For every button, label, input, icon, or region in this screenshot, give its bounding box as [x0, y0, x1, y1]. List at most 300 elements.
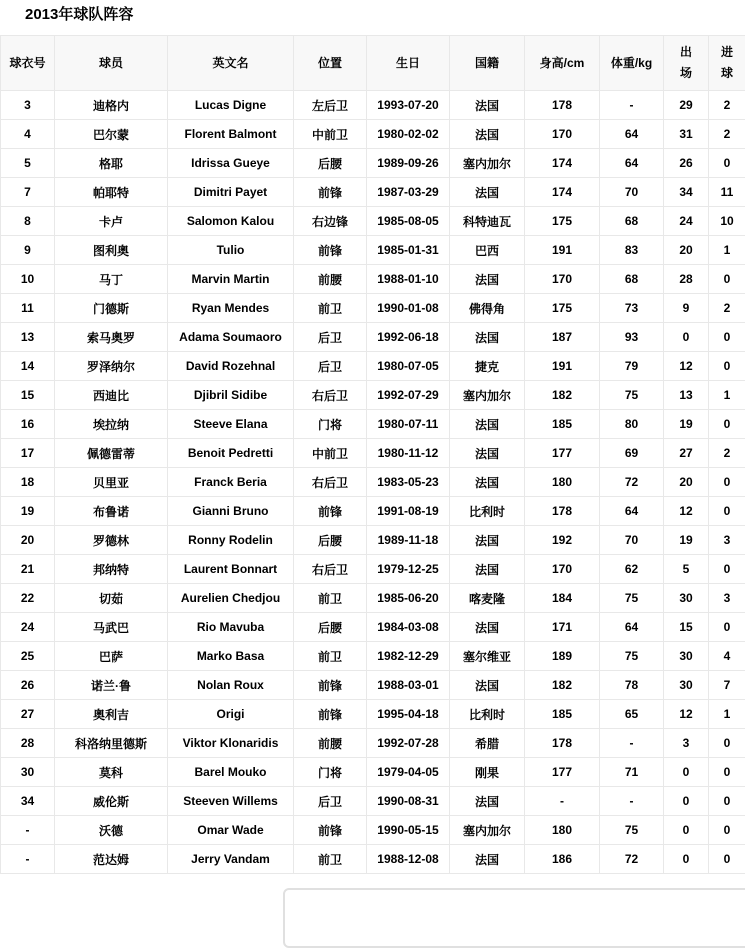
cell-birthday: 1987-03-29 — [367, 178, 450, 207]
col-header-position: 位置 — [294, 36, 367, 91]
cell-position: 门将 — [294, 758, 367, 787]
cell-player: 莫科 — [55, 758, 168, 787]
cell-number: 14 — [1, 352, 55, 381]
table-row — [1, 265, 745, 294]
cell-nationality: 法国 — [450, 526, 525, 555]
cell-birthday: 1988-12-08 — [367, 845, 450, 874]
page-title: 2013年球队阵容 — [25, 3, 133, 24]
cell-number: 17 — [1, 439, 55, 468]
cell-weight: 93 — [600, 323, 664, 352]
cell-nationality: 法国 — [450, 468, 525, 497]
cell-position: 左后卫 — [294, 91, 367, 120]
cell-appearances: 0 — [664, 758, 709, 787]
table-row — [1, 613, 745, 642]
cell-nationality: 刚果 — [450, 758, 525, 787]
cell-appearances: 0 — [664, 816, 709, 845]
cell-nationality: 塞尔维亚 — [450, 642, 525, 671]
cell-appearances: 15 — [664, 613, 709, 642]
cell-player: 卡卢 — [55, 207, 168, 236]
col-header-label: 出场 — [680, 42, 692, 84]
cell-goals: 4 — [709, 642, 745, 671]
cell-height: 185 — [525, 700, 600, 729]
table-row — [1, 439, 745, 468]
cell-appearances: 30 — [664, 642, 709, 671]
table-row — [1, 294, 745, 323]
cell-height: - — [525, 787, 600, 816]
cell-en_name: Origi — [168, 700, 294, 729]
cell-weight: 72 — [600, 468, 664, 497]
cell-player: 切茹 — [55, 584, 168, 613]
cell-en_name: Jerry Vandam — [168, 845, 294, 874]
cell-height: 191 — [525, 352, 600, 381]
cell-height: 177 — [525, 758, 600, 787]
table-row — [1, 526, 745, 555]
cell-nationality: 巴西 — [450, 236, 525, 265]
cell-goals: 3 — [709, 526, 745, 555]
cell-position: 前卫 — [294, 642, 367, 671]
col-header-height: 身高/cm — [525, 36, 600, 91]
cell-appearances: 13 — [664, 381, 709, 410]
cell-player: 佩德雷蒂 — [55, 439, 168, 468]
cell-birthday: 1992-07-28 — [367, 729, 450, 758]
table-row — [1, 845, 745, 874]
cell-appearances: 3 — [664, 729, 709, 758]
cell-number: 8 — [1, 207, 55, 236]
cell-birthday: 1995-04-18 — [367, 700, 450, 729]
cell-position: 右后卫 — [294, 468, 367, 497]
cell-birthday: 1980-07-11 — [367, 410, 450, 439]
cell-position: 中前卫 — [294, 120, 367, 149]
cell-appearances: 20 — [664, 468, 709, 497]
cell-number: - — [1, 816, 55, 845]
col-header-number: 球衣号 — [1, 36, 55, 91]
cell-position: 前腰 — [294, 265, 367, 294]
table-row — [1, 352, 745, 381]
cell-nationality: 法国 — [450, 439, 525, 468]
cell-player: 西迪比 — [55, 381, 168, 410]
cell-position: 后卫 — [294, 323, 367, 352]
cell-nationality: 比利时 — [450, 497, 525, 526]
table-row — [1, 642, 745, 671]
cell-birthday: 1985-08-05 — [367, 207, 450, 236]
cell-goals: 2 — [709, 91, 745, 120]
table-row — [1, 758, 745, 787]
cell-weight: 75 — [600, 381, 664, 410]
cell-appearances: 19 — [664, 526, 709, 555]
cell-weight: 68 — [600, 265, 664, 294]
cell-player: 贝里亚 — [55, 468, 168, 497]
cell-player: 索马奥罗 — [55, 323, 168, 352]
cell-appearances: 0 — [664, 323, 709, 352]
cell-player: 邦纳特 — [55, 555, 168, 584]
cell-en_name: Marvin Martin — [168, 265, 294, 294]
cell-goals: 0 — [709, 555, 745, 584]
cell-appearances: 30 — [664, 584, 709, 613]
roster-table-body — [1, 91, 745, 874]
cell-position: 后卫 — [294, 787, 367, 816]
cell-height: 170 — [525, 555, 600, 584]
cell-number: 9 — [1, 236, 55, 265]
cell-position: 后腰 — [294, 526, 367, 555]
cell-nationality: 比利时 — [450, 700, 525, 729]
cell-birthday: 1993-07-20 — [367, 91, 450, 120]
col-header-appearances — [664, 36, 709, 91]
cell-nationality: 佛得角 — [450, 294, 525, 323]
cell-birthday: 1992-06-18 — [367, 323, 450, 352]
cell-birthday: 1984-03-08 — [367, 613, 450, 642]
table-row — [1, 149, 745, 178]
cell-player: 范达姆 — [55, 845, 168, 874]
cell-height: 182 — [525, 671, 600, 700]
col-header-label: 进球 — [721, 42, 733, 84]
cell-birthday: 1990-08-31 — [367, 787, 450, 816]
cell-en_name: Marko Basa — [168, 642, 294, 671]
cell-position: 后腰 — [294, 149, 367, 178]
cell-position: 前卫 — [294, 294, 367, 323]
cell-appearances: 0 — [664, 787, 709, 816]
cell-number: 28 — [1, 729, 55, 758]
cell-player: 布鲁诺 — [55, 497, 168, 526]
cell-appearances: 28 — [664, 265, 709, 294]
cell-en_name: Ryan Mendes — [168, 294, 294, 323]
cell-birthday: 1990-01-08 — [367, 294, 450, 323]
cell-weight: 68 — [600, 207, 664, 236]
cell-en_name: Gianni Bruno — [168, 497, 294, 526]
col-header-nationality: 国籍 — [450, 36, 525, 91]
cell-height: 170 — [525, 265, 600, 294]
cell-goals: 2 — [709, 294, 745, 323]
table-row — [1, 178, 745, 207]
cell-height: 180 — [525, 816, 600, 845]
cell-appearances: 27 — [664, 439, 709, 468]
cell-en_name: Lucas Digne — [168, 91, 294, 120]
cell-en_name: Tulio — [168, 236, 294, 265]
cell-nationality: 塞内加尔 — [450, 149, 525, 178]
cell-goals: 1 — [709, 236, 745, 265]
cell-position: 后卫 — [294, 352, 367, 381]
cell-nationality: 法国 — [450, 91, 525, 120]
cell-en_name: Dimitri Payet — [168, 178, 294, 207]
cell-goals: 10 — [709, 207, 745, 236]
cell-position: 右边锋 — [294, 207, 367, 236]
cell-weight: 83 — [600, 236, 664, 265]
cell-nationality: 捷克 — [450, 352, 525, 381]
cell-nationality: 法国 — [450, 845, 525, 874]
cell-birthday: 1990-05-15 — [367, 816, 450, 845]
cell-appearances: 12 — [664, 700, 709, 729]
cell-goals: 0 — [709, 468, 745, 497]
cell-goals: 0 — [709, 323, 745, 352]
cell-goals: 0 — [709, 758, 745, 787]
cell-height: 178 — [525, 729, 600, 758]
cell-en_name: Benoit Pedretti — [168, 439, 294, 468]
cell-number: 4 — [1, 120, 55, 149]
cell-player: 威伦斯 — [55, 787, 168, 816]
cell-goals: 3 — [709, 584, 745, 613]
cell-position: 右后卫 — [294, 381, 367, 410]
cell-nationality: 法国 — [450, 410, 525, 439]
cell-number: 16 — [1, 410, 55, 439]
table-row — [1, 91, 745, 120]
cell-weight: 64 — [600, 149, 664, 178]
cell-birthday: 1988-01-10 — [367, 265, 450, 294]
cell-player: 沃德 — [55, 816, 168, 845]
cell-en_name: Salomon Kalou — [168, 207, 294, 236]
cell-weight: 79 — [600, 352, 664, 381]
table-row — [1, 323, 745, 352]
cell-appearances: 29 — [664, 91, 709, 120]
cell-position: 前锋 — [294, 236, 367, 265]
cell-player: 科洛纳里德斯 — [55, 729, 168, 758]
cell-player: 格耶 — [55, 149, 168, 178]
cell-number: 5 — [1, 149, 55, 178]
cell-position: 右后卫 — [294, 555, 367, 584]
col-header-en_name: 英文名 — [168, 36, 294, 91]
cell-number: 22 — [1, 584, 55, 613]
cell-weight: 69 — [600, 439, 664, 468]
header-row — [1, 36, 745, 91]
cell-player: 门德斯 — [55, 294, 168, 323]
cell-height: 174 — [525, 149, 600, 178]
cell-weight: 62 — [600, 555, 664, 584]
cell-player: 巴萨 — [55, 642, 168, 671]
cell-goals: 1 — [709, 700, 745, 729]
cell-birthday: 1979-04-05 — [367, 758, 450, 787]
table-row — [1, 555, 745, 584]
cell-birthday: 1980-07-05 — [367, 352, 450, 381]
cell-nationality: 法国 — [450, 120, 525, 149]
table-row — [1, 207, 745, 236]
cell-en_name: Ronny Rodelin — [168, 526, 294, 555]
cell-position: 前卫 — [294, 845, 367, 874]
table-row — [1, 584, 745, 613]
cell-goals: 7 — [709, 671, 745, 700]
cell-en_name: Adama Soumaoro — [168, 323, 294, 352]
cell-height: 192 — [525, 526, 600, 555]
cell-goals: 0 — [709, 845, 745, 874]
roster-table — [0, 35, 745, 874]
cell-birthday: 1980-02-02 — [367, 120, 450, 149]
cell-weight: 72 — [600, 845, 664, 874]
table-row — [1, 410, 745, 439]
cell-en_name: Omar Wade — [168, 816, 294, 845]
cell-weight: 70 — [600, 178, 664, 207]
cell-nationality: 法国 — [450, 671, 525, 700]
cell-en_name: Aurelien Chedjou — [168, 584, 294, 613]
cell-nationality: 法国 — [450, 787, 525, 816]
cell-height: 175 — [525, 294, 600, 323]
cell-weight: 64 — [600, 120, 664, 149]
col-header-player: 球员 — [55, 36, 168, 91]
cell-height: 186 — [525, 845, 600, 874]
col-header-weight: 体重/kg — [600, 36, 664, 91]
table-row — [1, 671, 745, 700]
cell-weight: 70 — [600, 526, 664, 555]
cell-en_name: David Rozehnal — [168, 352, 294, 381]
cell-birthday: 1989-11-18 — [367, 526, 450, 555]
cell-goals: 0 — [709, 729, 745, 758]
cell-birthday: 1985-06-20 — [367, 584, 450, 613]
cell-position: 前锋 — [294, 700, 367, 729]
cell-player: 罗德林 — [55, 526, 168, 555]
cell-position: 后腰 — [294, 613, 367, 642]
cell-height: 178 — [525, 497, 600, 526]
cell-goals: 0 — [709, 352, 745, 381]
cell-appearances: 34 — [664, 178, 709, 207]
cell-birthday: 1979-12-25 — [367, 555, 450, 584]
cell-goals: 0 — [709, 410, 745, 439]
bottom-panel — [283, 888, 745, 948]
table-row — [1, 729, 745, 758]
cell-birthday: 1991-08-19 — [367, 497, 450, 526]
cell-nationality: 法国 — [450, 323, 525, 352]
cell-weight: - — [600, 729, 664, 758]
cell-en_name: Idrissa Gueye — [168, 149, 294, 178]
cell-player: 罗泽纳尔 — [55, 352, 168, 381]
cell-height: 171 — [525, 613, 600, 642]
cell-birthday: 1989-09-26 — [367, 149, 450, 178]
cell-birthday: 1988-03-01 — [367, 671, 450, 700]
cell-number: 15 — [1, 381, 55, 410]
cell-en_name: Nolan Roux — [168, 671, 294, 700]
cell-nationality: 塞内加尔 — [450, 816, 525, 845]
table-row — [1, 468, 745, 497]
cell-appearances: 24 — [664, 207, 709, 236]
table-row — [1, 816, 745, 845]
cell-goals: 0 — [709, 149, 745, 178]
col-header-goals — [709, 36, 745, 91]
cell-appearances: 9 — [664, 294, 709, 323]
cell-weight: 75 — [600, 584, 664, 613]
cell-en_name: Djibril Sidibe — [168, 381, 294, 410]
cell-number: 3 — [1, 91, 55, 120]
cell-birthday: 1983-05-23 — [367, 468, 450, 497]
cell-goals: 2 — [709, 439, 745, 468]
table-row — [1, 700, 745, 729]
cell-number: 13 — [1, 323, 55, 352]
cell-birthday: 1980-11-12 — [367, 439, 450, 468]
cell-birthday: 1992-07-29 — [367, 381, 450, 410]
cell-number: 26 — [1, 671, 55, 700]
cell-nationality: 法国 — [450, 613, 525, 642]
cell-player: 迪格内 — [55, 91, 168, 120]
cell-number: 21 — [1, 555, 55, 584]
cell-en_name: Steeven Willems — [168, 787, 294, 816]
cell-appearances: 5 — [664, 555, 709, 584]
cell-height: 174 — [525, 178, 600, 207]
cell-en_name: Florent Balmont — [168, 120, 294, 149]
cell-height: 191 — [525, 236, 600, 265]
cell-weight: 75 — [600, 642, 664, 671]
table-row — [1, 787, 745, 816]
cell-player: 马武巴 — [55, 613, 168, 642]
cell-birthday: 1982-12-29 — [367, 642, 450, 671]
col-header-birthday: 生日 — [367, 36, 450, 91]
cell-player: 图利奥 — [55, 236, 168, 265]
cell-en_name: Barel Mouko — [168, 758, 294, 787]
table-row — [1, 120, 745, 149]
cell-weight: 80 — [600, 410, 664, 439]
cell-en_name: Viktor Klonaridis — [168, 729, 294, 758]
cell-number: 10 — [1, 265, 55, 294]
table-row — [1, 497, 745, 526]
cell-weight: 64 — [600, 497, 664, 526]
cell-goals: 1 — [709, 381, 745, 410]
cell-goals: 0 — [709, 787, 745, 816]
cell-number: 18 — [1, 468, 55, 497]
cell-height: 170 — [525, 120, 600, 149]
cell-weight: 71 — [600, 758, 664, 787]
cell-height: 187 — [525, 323, 600, 352]
cell-player: 诺兰·鲁 — [55, 671, 168, 700]
cell-nationality: 法国 — [450, 178, 525, 207]
cell-nationality: 希腊 — [450, 729, 525, 758]
cell-appearances: 12 — [664, 352, 709, 381]
cell-appearances: 19 — [664, 410, 709, 439]
cell-goals: 0 — [709, 497, 745, 526]
cell-weight: 75 — [600, 816, 664, 845]
cell-en_name: Franck Beria — [168, 468, 294, 497]
cell-appearances: 31 — [664, 120, 709, 149]
cell-nationality: 科特迪瓦 — [450, 207, 525, 236]
cell-height: 182 — [525, 381, 600, 410]
cell-weight: 78 — [600, 671, 664, 700]
cell-number: 30 — [1, 758, 55, 787]
cell-height: 180 — [525, 468, 600, 497]
cell-number: 25 — [1, 642, 55, 671]
cell-nationality: 法国 — [450, 555, 525, 584]
cell-position: 前卫 — [294, 584, 367, 613]
cell-position: 前锋 — [294, 497, 367, 526]
cell-goals: 0 — [709, 816, 745, 845]
table-row — [1, 236, 745, 265]
cell-position: 中前卫 — [294, 439, 367, 468]
cell-height: 189 — [525, 642, 600, 671]
cell-position: 前锋 — [294, 816, 367, 845]
cell-weight: 64 — [600, 613, 664, 642]
cell-height: 175 — [525, 207, 600, 236]
cell-nationality: 塞内加尔 — [450, 381, 525, 410]
cell-player: 埃拉纳 — [55, 410, 168, 439]
table-row — [1, 381, 745, 410]
cell-position: 前锋 — [294, 671, 367, 700]
cell-appearances: 26 — [664, 149, 709, 178]
cell-weight: 65 — [600, 700, 664, 729]
cell-number: 7 — [1, 178, 55, 207]
cell-player: 奥利吉 — [55, 700, 168, 729]
cell-number: - — [1, 845, 55, 874]
cell-goals: 2 — [709, 120, 745, 149]
cell-goals: 11 — [709, 178, 745, 207]
cell-en_name: Steeve Elana — [168, 410, 294, 439]
cell-birthday: 1985-01-31 — [367, 236, 450, 265]
cell-goals: 0 — [709, 613, 745, 642]
cell-position: 门将 — [294, 410, 367, 439]
cell-appearances: 0 — [664, 845, 709, 874]
cell-player: 帕耶特 — [55, 178, 168, 207]
cell-en_name: Rio Mavuba — [168, 613, 294, 642]
cell-appearances: 20 — [664, 236, 709, 265]
cell-player: 巴尔蒙 — [55, 120, 168, 149]
cell-number: 20 — [1, 526, 55, 555]
roster-table-header — [1, 36, 745, 91]
cell-weight: - — [600, 91, 664, 120]
cell-number: 27 — [1, 700, 55, 729]
cell-weight: - — [600, 787, 664, 816]
cell-number: 11 — [1, 294, 55, 323]
cell-number: 19 — [1, 497, 55, 526]
cell-en_name: Laurent Bonnart — [168, 555, 294, 584]
